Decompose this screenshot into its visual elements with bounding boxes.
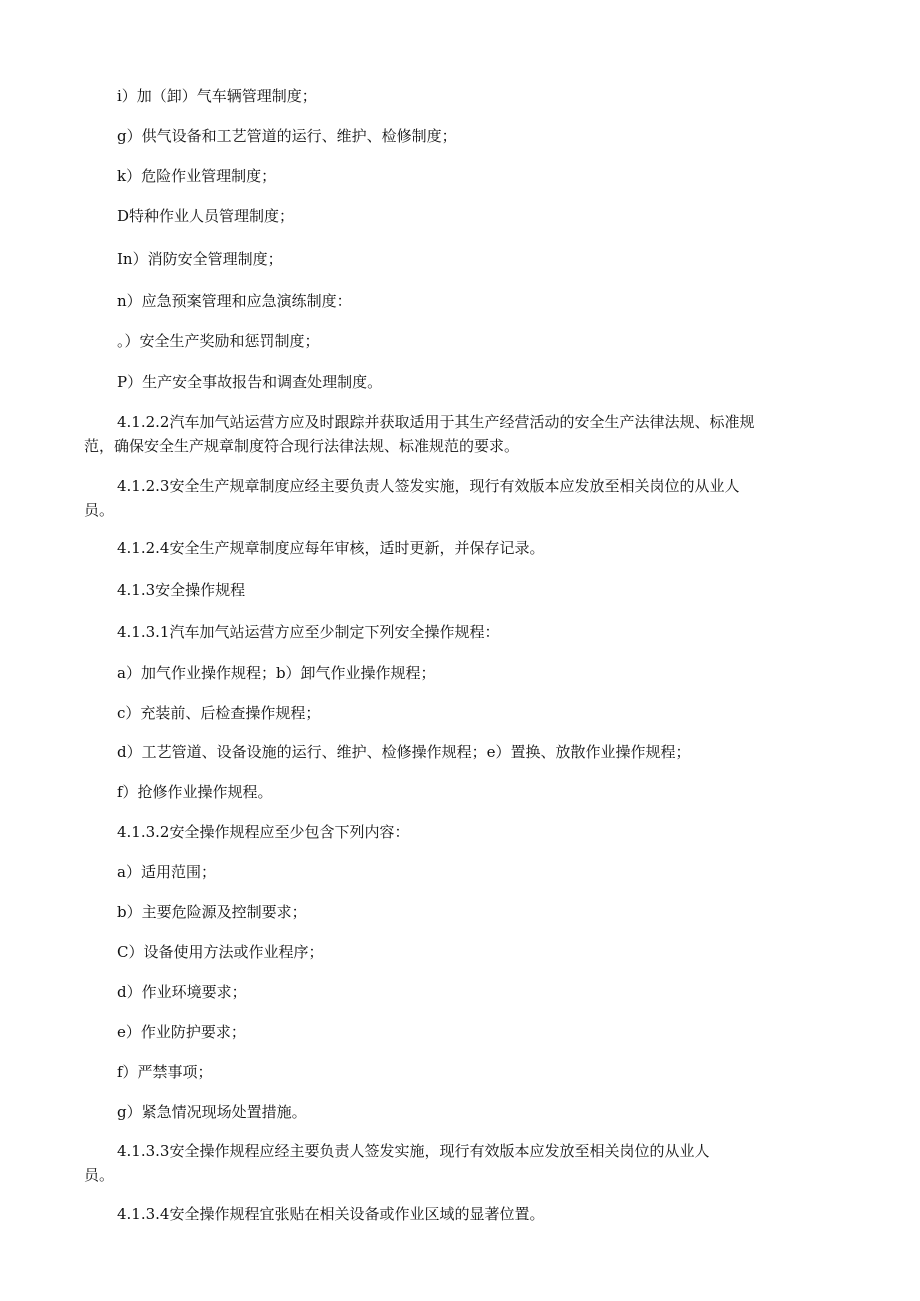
paragraph-4-1-3-3-line2: 员。 — [84, 1166, 115, 1184]
content-item-c: C）设备使用方法或作业程序； — [117, 943, 324, 961]
list-item-l: D特种作业人员管理制度； — [117, 207, 295, 225]
section-heading-4-1-3: 4.1.3安全操作规程 — [117, 581, 246, 599]
paragraph-4-1-3-3 — [84, 1139, 844, 1187]
paragraph-4-1-2-4: 4.1.2.4安全生产规章制度应每年审核，适时更新，并保存记录。 — [117, 539, 545, 557]
list-item-k: k）危险作业管理制度； — [117, 167, 277, 185]
content-item-g: g）紧急情况现场处置措施。 — [117, 1103, 307, 1121]
list-item-n: n）应急预案管理和应急演练制度： — [117, 292, 352, 310]
list-item-f: f）抢修作业操作规程。 — [117, 783, 273, 801]
paragraph-4-1-2-2-line2: 范，确保安全生产规章制度符合现行法律法规、标准规范的要求。 — [84, 437, 520, 455]
paragraph-4-1-2-3-line1: 4.1.2.3安全生产规章制度应经主要负责人签发实施，现行有效版本应发放至相关岗位的从业人 — [117, 477, 740, 495]
list-item-i: i）加（卸）气车辆管理制度； — [117, 87, 317, 105]
list-item-g: g）供气设备和工艺管道的运行、维护、检修制度； — [117, 127, 457, 145]
paragraph-4-1-3-2: 4.1.3.2安全操作规程应至少包含下列内容： — [117, 823, 410, 841]
content-item-e: e）作业防护要求； — [117, 1023, 246, 1041]
list-item-c: c）充装前、后检查操作规程； — [117, 704, 321, 722]
list-item-d-e: d）工艺管道、设备设施的运行、维护、检修操作规程；e）置换、放散作业操作规程； — [117, 743, 691, 761]
list-item-o: 。）安全生产奖励和惩罚制度； — [117, 332, 320, 350]
paragraph-4-1-2-2 — [84, 410, 844, 458]
paragraph-4-1-2-3-line2: 员。 — [84, 501, 115, 519]
paragraph-4-1-2-2-line1: 4.1.2.2汽车加气站运营方应及时跟踪并获取适用于其生产经营活动的安全生产法律法规、标准规 — [117, 413, 755, 431]
list-item-m: In）消防安全管理制度； — [117, 250, 283, 268]
paragraph-4-1-2-3 — [84, 474, 844, 522]
list-item-p: P）生产安全事故报告和调查处理制度。 — [117, 373, 383, 391]
content-item-a: a）适用范围； — [117, 863, 216, 881]
list-item-a-b: a）加气作业操作规程；b）卸气作业操作规程； — [117, 664, 436, 682]
content-item-d: d）作业环境要求； — [117, 983, 247, 1001]
content-item-f: f）严禁事项； — [117, 1063, 213, 1081]
content-item-b: b）主要危险源及控制要求； — [117, 903, 307, 921]
paragraph-4-1-3-1: 4.1.3.1汽车加气站运营方应至少制定下列安全操作规程： — [117, 623, 500, 641]
paragraph-4-1-3-3-line1: 4.1.3.3安全操作规程应经主要负责人签发实施，现行有效版本应发放至相关岗位的从业人 — [117, 1142, 710, 1160]
paragraph-4-1-3-4: 4.1.3.4安全操作规程宜张贴在相关设备或作业区域的显著位置。 — [117, 1205, 545, 1223]
